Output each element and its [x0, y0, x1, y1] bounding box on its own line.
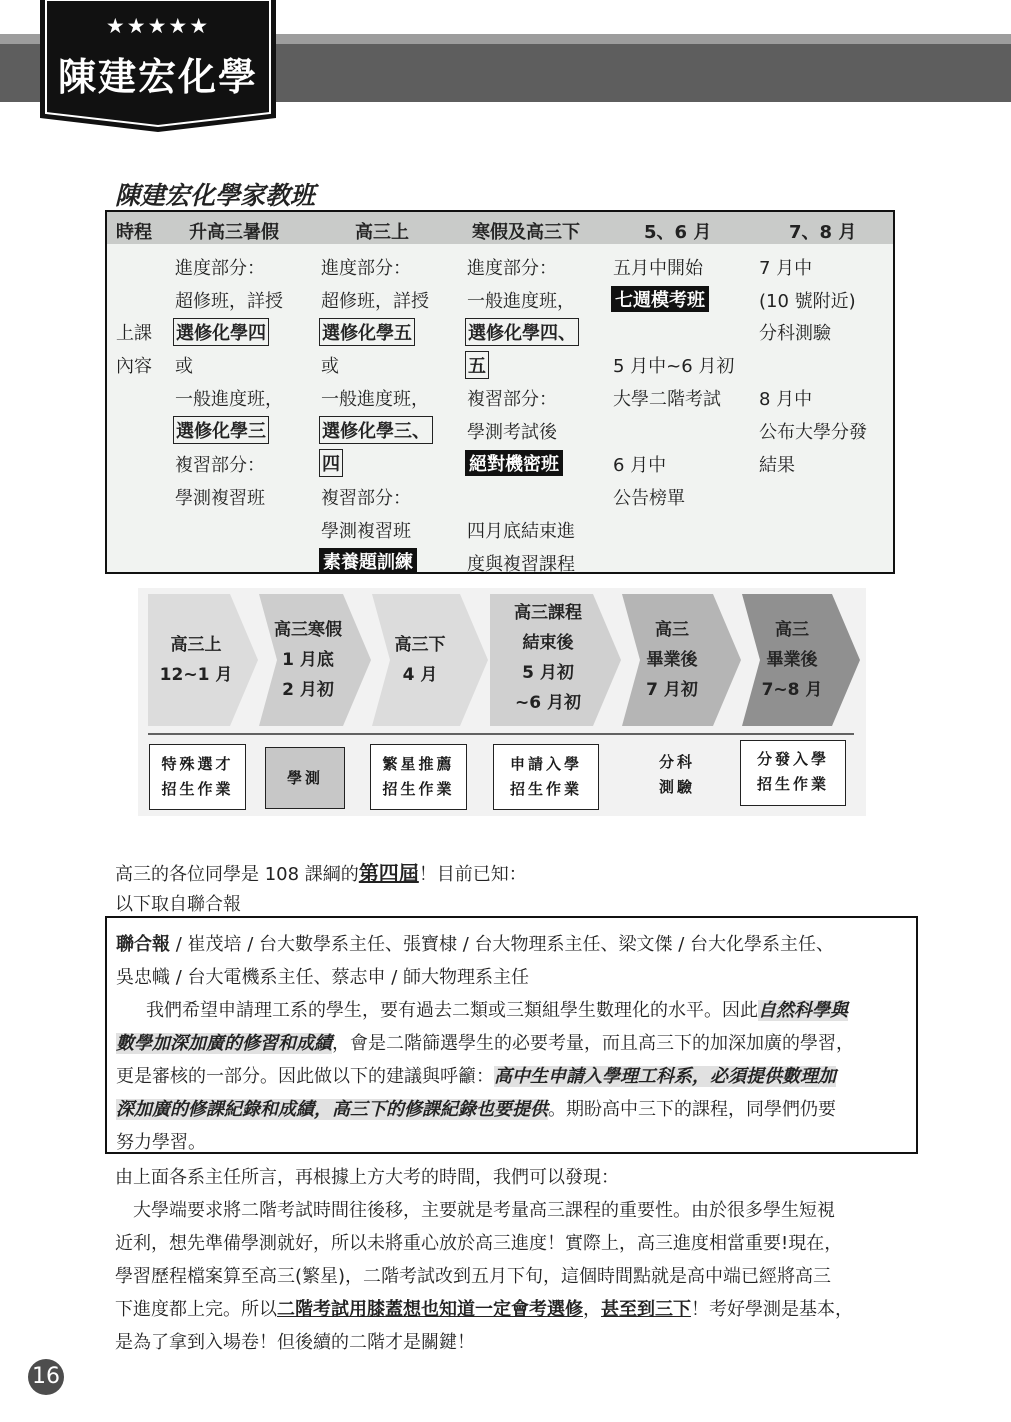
body-line: 由上面各系主任所言，再根據上方大考的時間，我們可以發現：	[115, 1167, 619, 1188]
step-line: 高三下	[394, 635, 446, 655]
step-line: 2 月初	[282, 680, 334, 700]
body-line: 學習歷程檔案算至高三(繁星)，二階考試改到五月下旬，這個時間點就是高中端已經將高三	[115, 1266, 832, 1287]
step-line: 4 月	[402, 665, 438, 685]
step-line: 7~8 月	[761, 680, 823, 700]
step-line: 高三寒假	[274, 620, 342, 640]
cell-text: 超修班，詳授	[321, 291, 429, 312]
quote-line	[146, 996, 848, 1022]
body-line	[115, 1295, 853, 1321]
body-text: ！考好學測是基本，	[691, 1299, 853, 1320]
step-line: 1 月底	[282, 650, 334, 670]
admission-line: 學測	[286, 769, 323, 787]
cell-text: 進度部分：	[467, 258, 557, 279]
step-line: ~6 月初	[515, 693, 581, 713]
cell-text: 學測複習班	[321, 521, 411, 542]
cell-text: 7 月中	[759, 258, 813, 279]
course-box: 四	[319, 449, 343, 477]
cell-text: 一般進度班，	[467, 291, 575, 312]
course-highlight: 七週模考班	[611, 286, 709, 312]
body-text: ，	[583, 1299, 601, 1320]
course-box: 選修化學三	[173, 416, 269, 444]
quote-line	[116, 1029, 854, 1055]
cell-text: 一般進度班，	[321, 389, 429, 410]
admission-line: 測驗	[658, 778, 695, 796]
admission-line: 繁星推薦	[382, 755, 455, 773]
quote-text: 我們希望申請理工系的學生，要有過去二類或三類組學生數理化的水平。因此	[146, 1000, 758, 1021]
header-cell: 時程	[116, 222, 152, 243]
cell-text: 大學二階考試	[613, 389, 721, 410]
quote-source: 聯合報	[116, 934, 170, 955]
body-line: 大學端要求將二階考試時間往後移，主要就是考量高三課程的重要性。由於很多學生短視	[133, 1200, 835, 1221]
admission-box	[265, 747, 345, 809]
cell-text: 五月中開始	[613, 258, 703, 279]
admission-line: 招生作業	[382, 780, 455, 798]
quote-line	[116, 930, 834, 956]
quote-text: 更是審核的一部分。因此做以下的建議與呼籲：	[116, 1066, 494, 1087]
admission-box	[370, 744, 467, 810]
body-line: 近利，想先準備學測就好，所以未將重心放於高三進度！實際上，高三進度相當重要!現在，	[115, 1233, 843, 1254]
quote-box	[105, 916, 918, 1154]
cell-text: 8 月中	[759, 389, 813, 410]
header-cell: 7、8 月	[789, 222, 857, 243]
cell-text: 一般進度班，	[175, 389, 283, 410]
admission-line: 分科	[658, 753, 695, 771]
cell-text: 或	[175, 356, 193, 377]
quote-text: / 崔茂培 / 台大數學系主任、張寶棣 / 台大物理系主任、梁文傑 / 台大化學系主任、	[170, 934, 835, 955]
intro-line	[115, 857, 527, 886]
intro-emphasis: 第四屆	[358, 861, 419, 885]
cell-text: 學測複習班	[175, 488, 265, 509]
step-line: 7 月初	[646, 680, 698, 700]
admission-line: 招生作業	[161, 780, 234, 798]
header-cell: 高三上	[355, 222, 409, 243]
body-emphasis: 二階考試用膝蓋想也知道一定會考選修	[277, 1299, 583, 1320]
schedule-table	[105, 210, 895, 574]
step-line: 高三課程	[514, 603, 582, 623]
cell-text: 分科測驗	[759, 323, 831, 344]
header-stars: ★★★★★	[105, 14, 211, 38]
cell-text: 進度部分：	[321, 258, 411, 279]
timeline-step	[266, 615, 350, 705]
cell-text: 超修班，詳授	[175, 291, 283, 312]
admission-box	[149, 744, 246, 810]
header-cell: 寒假及高三下	[472, 222, 580, 243]
row-label: 上課	[116, 323, 152, 344]
quote-highlight: 深加廣的修課紀錄和成績，高三下的修課紀錄也要提供	[116, 1099, 548, 1120]
course-highlight: 絕對機密班	[465, 450, 563, 476]
course-box: 選修化學三、	[319, 416, 433, 444]
admission-box	[493, 744, 599, 810]
page-number: 16	[28, 1359, 64, 1395]
admission-line: 招生作業	[509, 780, 582, 798]
cell-text: (10 號附近)	[759, 291, 856, 312]
intro-source: 以下取自聯合報	[115, 894, 241, 915]
cell-text: 複習部分：	[175, 455, 265, 476]
cell-text: 複習部分：	[321, 488, 411, 509]
body-emphasis: 甚至到三下	[601, 1299, 691, 1320]
cell-text: 進度部分：	[175, 258, 265, 279]
timeline-step	[500, 598, 596, 718]
course-box: 選修化學四	[173, 318, 269, 346]
cell-text: 5 月中~6 月初	[613, 356, 735, 377]
header-cell: 5、6 月	[644, 222, 712, 243]
quote-text: ，會是二階篩選學生的必要考量，而且高三下的加深加廣的學習，	[332, 1033, 854, 1054]
row-label: 內容	[116, 356, 152, 377]
admission-line: 申請入學	[509, 755, 582, 773]
quote-highlight: 自然科學與	[758, 1000, 848, 1021]
course-box: 選修化學五	[319, 318, 415, 346]
cell-text: 學測考試後	[467, 422, 557, 443]
timeline-step	[152, 630, 240, 690]
timeline-step	[378, 630, 462, 690]
timeline-step	[748, 615, 836, 705]
admission-line: 分發入學	[756, 750, 829, 768]
intro-text: ！目前已知：	[418, 864, 527, 885]
cell-text: 結果	[759, 455, 795, 476]
admission-line: 特殊選才	[161, 755, 234, 773]
step-line: 高三	[775, 620, 809, 640]
section-title: 陳建宏化學家教班	[115, 181, 316, 210]
quote-text: 。期盼高中三下的課程，同學們仍要	[548, 1099, 836, 1120]
cell-text: 或	[321, 356, 339, 377]
admission-line: 招生作業	[756, 775, 829, 793]
step-line: 12~1 月	[159, 665, 233, 685]
cell-text: 6 月中	[613, 455, 667, 476]
timeline-diagram	[138, 588, 866, 816]
quote-highlight: 數學加深加廣的修習和成績	[116, 1033, 332, 1054]
cell-text: 公告榜單	[613, 488, 685, 509]
step-line: 5 月初	[522, 663, 574, 683]
cell-text: 複習部分：	[467, 389, 557, 410]
header-title: 陳建宏化學	[57, 55, 258, 99]
cell-text: 公布大學分發	[759, 422, 867, 443]
timeline-step	[628, 615, 716, 705]
cell-text: 度與複習課程	[467, 554, 575, 575]
step-line: 畢業後	[646, 650, 698, 670]
admission-box	[632, 748, 722, 810]
quote-line: 吳忠幟 / 台大電機系主任、蔡志申 / 師大物理系主任	[116, 967, 530, 988]
course-highlight: 素養題訓練	[319, 548, 417, 574]
header-cell: 升高三暑假	[189, 222, 279, 243]
step-line: 結束後	[522, 633, 574, 653]
body-line: 是為了拿到入場卷！但後續的二階才是關鍵！	[115, 1332, 475, 1353]
step-line: 高三上	[170, 635, 222, 655]
course-box: 選修化學四、	[465, 318, 579, 346]
step-line: 畢業後	[766, 650, 818, 670]
quote-line: 努力學習。	[116, 1132, 206, 1153]
course-box: 五	[465, 351, 489, 379]
cell-text: 四月底結束進	[467, 521, 575, 542]
quote-highlight: 高中生申請入學理工科系，必須提供數理加	[494, 1066, 836, 1087]
quote-line	[116, 1095, 836, 1121]
admission-box	[740, 740, 846, 806]
quote-line	[116, 1062, 836, 1088]
step-line: 高三	[655, 620, 689, 640]
intro-text: 高三的各位同學是 108 課綱的	[115, 864, 359, 885]
body-text: 下進度都上完。所以	[115, 1299, 277, 1320]
